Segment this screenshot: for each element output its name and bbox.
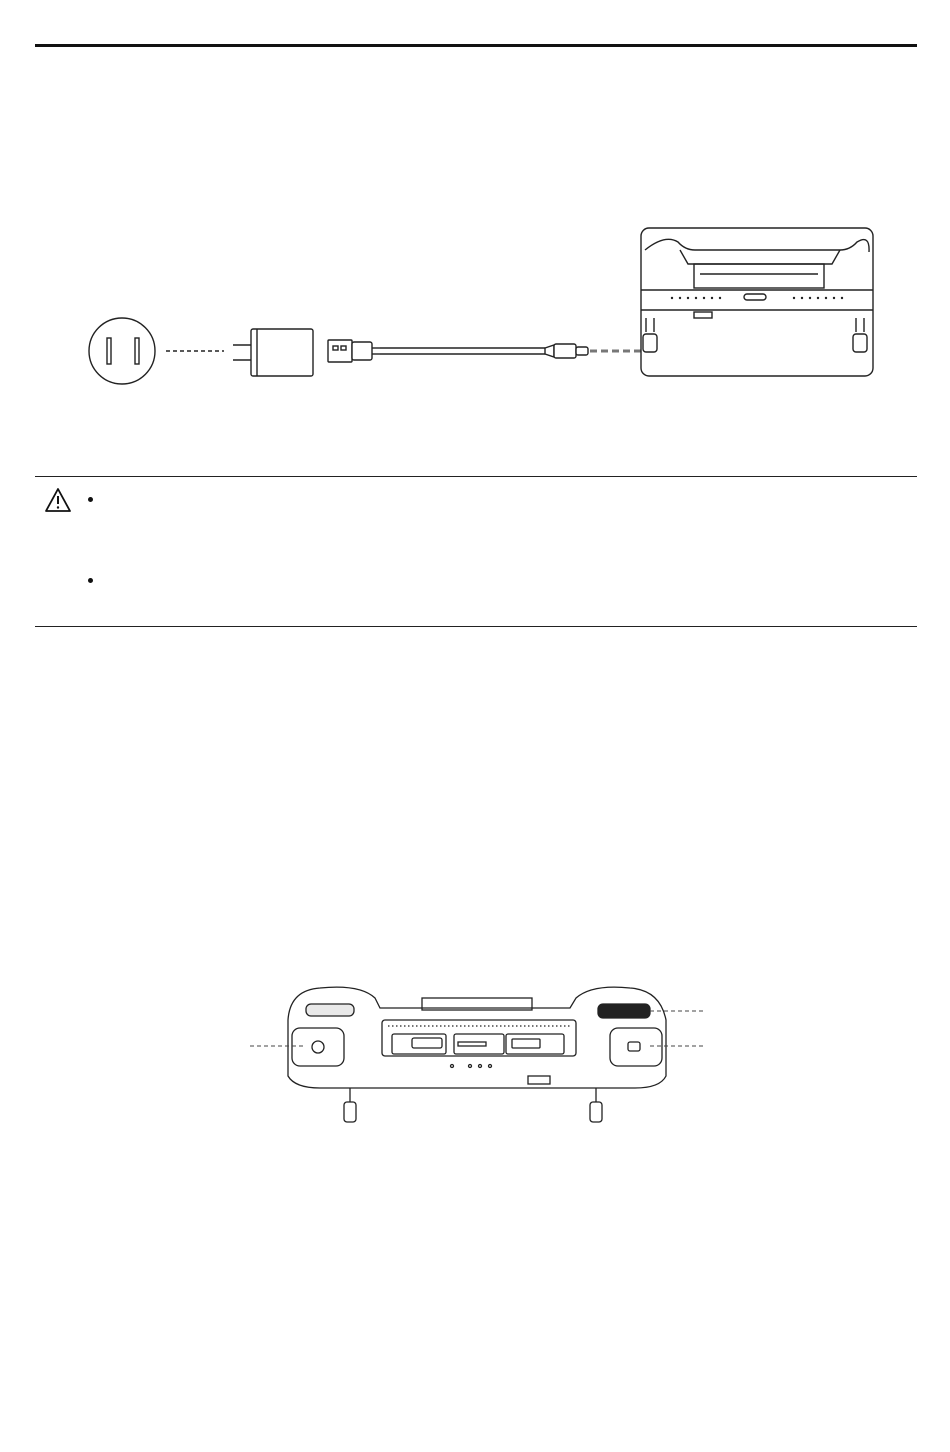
charging-diagram (80, 222, 880, 382)
usb-cable-icon (380, 345, 554, 357)
remote-controller-ports-diagram (240, 980, 720, 1130)
header-rule (35, 44, 917, 47)
caution-notice (35, 476, 917, 627)
power-adapter-icon (233, 329, 313, 376)
right-button-icon (610, 1028, 662, 1066)
usb-a-plug-icon (328, 340, 380, 362)
usb-c-plug-icon (554, 344, 588, 358)
left-dial-icon (306, 1004, 354, 1016)
controller-inset (641, 228, 873, 376)
warning-triangle-icon (44, 487, 72, 513)
left-button-icon (292, 1028, 344, 1066)
notice-bullet-2 (88, 578, 93, 583)
notice-bullet-1 (88, 497, 93, 502)
right-dial-icon (598, 1004, 650, 1018)
wall-outlet-icon (89, 318, 155, 384)
